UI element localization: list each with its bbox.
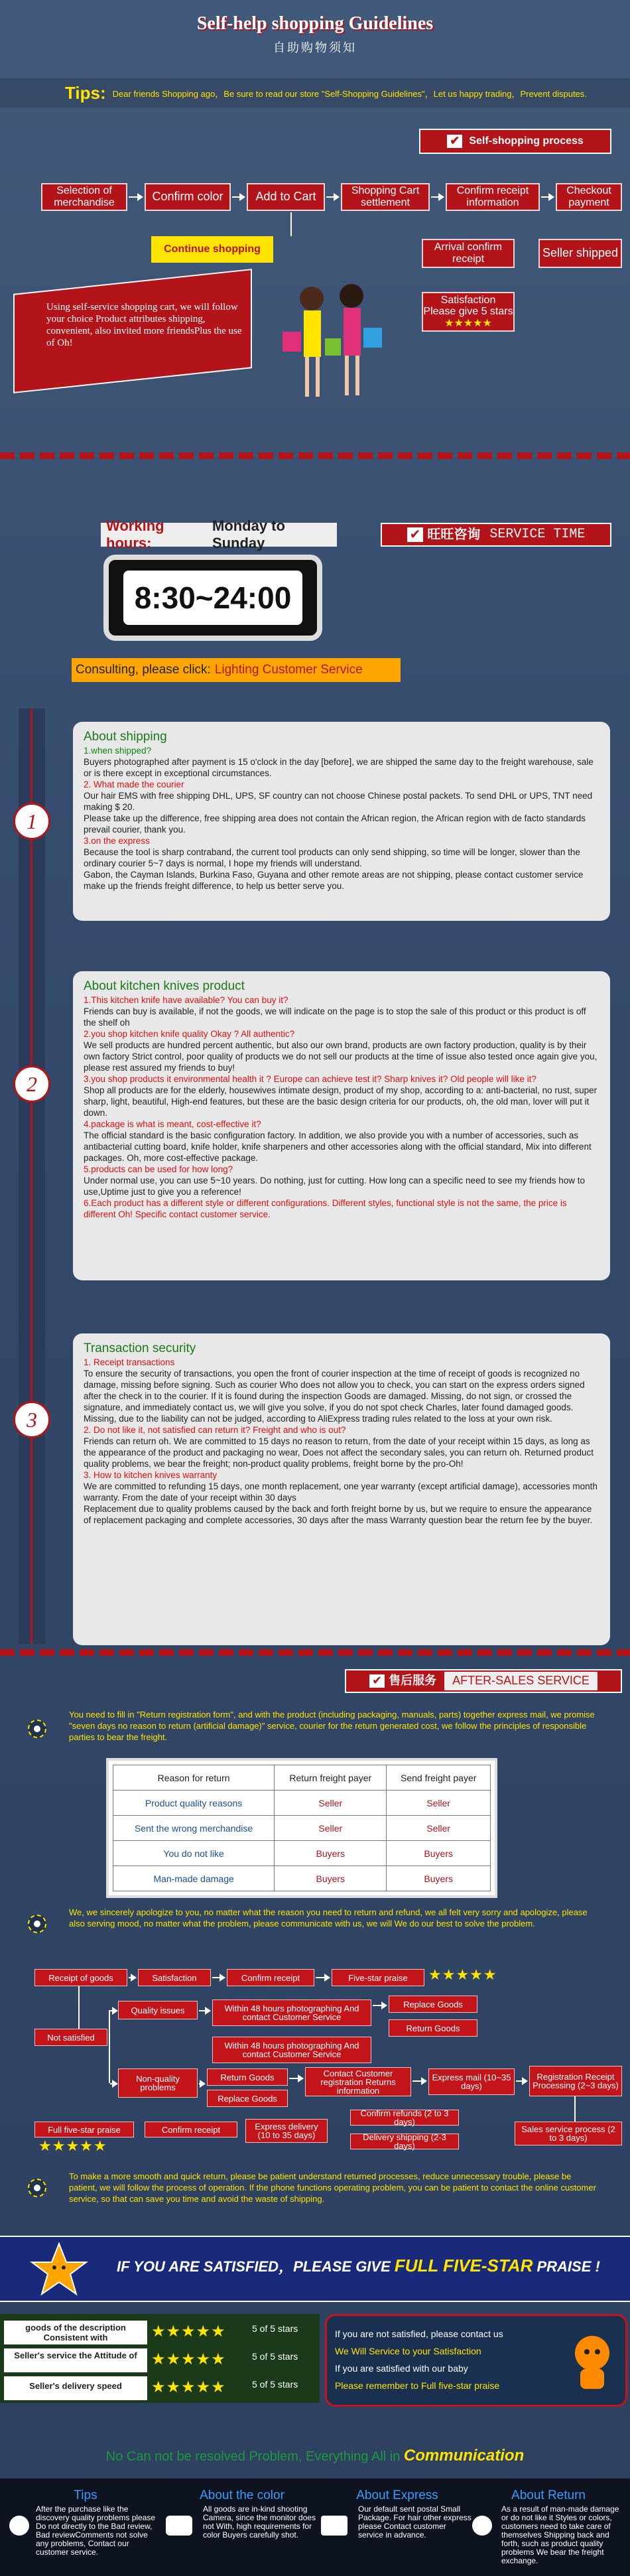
check-icon: ✔ — [447, 135, 462, 148]
tips-label: Tips: — [65, 82, 106, 103]
section-line: 2. Do not like it, not satisfied can return it? Freight and who is out? — [84, 1425, 346, 1435]
step-label: Shopping Cart settlement — [351, 185, 420, 208]
table-row — [113, 1816, 491, 1841]
contact-line: If you are not satisfied, please contact us — [335, 2329, 503, 2339]
flow-full-five-star — [34, 2122, 134, 2137]
flow-label: Full five-star praise — [48, 2124, 121, 2135]
section-line: Replacement due to quality problems caused by the back and forth freight borne by us, but we require to ensure the appearance of replacement packaging and complete accessories, 30 days after the mass Warranty question bear the return fee by the buyer. — [84, 1504, 593, 1525]
clock-display — [103, 555, 322, 641]
flow-sales-service — [515, 2122, 622, 2145]
flow-label: Express delivery (10 to 35 days) — [255, 2122, 318, 2140]
header — [0, 13, 630, 56]
closing-text: To make a more smooth and quick return, please be patient understand returned processes, reduce unnecessary trouble, please be patient, we will follow the process of operation. If the phone functions operating problem, you can be patient to contact the online customer service, so that can save you time and avoid the waste of shipping. — [69, 2171, 596, 2204]
stars-icon: ★★★★★ — [151, 2378, 226, 2396]
praise-headline — [117, 2256, 607, 2276]
consult-label: Consulting, please click: — [76, 663, 211, 677]
section-transaction-security — [73, 1333, 610, 1645]
flow-return-goods-2 — [207, 2068, 288, 2086]
footer-text: Our default sent postal Small Package. For hair other express please Contact customer service in advance. — [358, 2504, 472, 2540]
table-header: Send freight payer — [387, 1765, 491, 1791]
section-title: About shipping — [84, 730, 167, 744]
flow-not-satisfied — [34, 2029, 107, 2046]
working-hours — [101, 517, 337, 551]
flow-label: Confirm receipt — [241, 1972, 300, 1983]
slogan-b: Communication — [403, 2447, 525, 2465]
connector — [109, 2010, 110, 2083]
after-sales-cn: 售后服务 — [389, 1674, 437, 1688]
step-label: Selection of merchandise — [54, 185, 115, 208]
service-badge-en: SERVICE TIME — [489, 527, 586, 542]
return-icon — [472, 2516, 492, 2536]
rating-label: Seller's delivery speed — [4, 2376, 147, 2400]
section-line: Shop all products are for the elderly, housewives intimate design, product of my shop, according to a: anti-bacterial, no rust, super sharp, light, beautiful, High-end features, but these are the basic design criteria for our products, oh, the old man, lover will put it down. — [84, 1085, 598, 1118]
section-kitchen-knives — [73, 971, 610, 1280]
five-stars-icon: ★★★★★ — [38, 2137, 107, 2154]
step-label: Checkout payment — [566, 185, 611, 208]
mascot-icon — [566, 2332, 619, 2392]
section-line: The official standard is the basic configuration factory. In addition, we also provide you with a number of accessories, such as antibacterial cutting board, knife holder, knife sharpeners and other accessories along with the official standard, Mix into different packages. Oh, more cost-effective package. — [84, 1130, 592, 1163]
step-label: Arrival confirm receipt — [434, 241, 503, 265]
continue-shopping-button[interactable] — [151, 236, 273, 263]
section-line: 3. How to kitchen knives warranty — [84, 1470, 218, 1480]
timeline-line — [31, 709, 32, 1644]
step-checkout-payment[interactable] — [556, 183, 622, 211]
flow-within-48-b — [212, 2037, 371, 2063]
shopping-girls-illustration — [279, 272, 385, 405]
consult-link[interactable]: Lighting Customer Service — [214, 663, 363, 677]
contact-message-box — [325, 2314, 627, 2407]
table-cell: Seller — [387, 1816, 491, 1841]
clock-time: 8:30~24:00 — [134, 580, 292, 615]
section-line: 1.when shipped? — [84, 746, 152, 756]
footer-text: All goods are in-kind shooting Camera, since the monitor does not With, high requirements for color Buyers carefully shot. — [203, 2504, 316, 2540]
section-body — [84, 745, 599, 892]
praise-headline-c: PRAISE ! — [533, 2258, 600, 2275]
table-cell: Buyers — [275, 1841, 387, 1866]
footer-heading: About Express — [356, 2488, 438, 2502]
flow-label: Within 48 hours photographing And contact Customer Service — [224, 2041, 359, 2059]
section-line: 2. What made the courier — [84, 780, 184, 789]
self-shopping-process-badge — [419, 129, 611, 154]
flow-non-quality — [118, 2068, 198, 2098]
table-header: Return freight payer — [275, 1765, 387, 1791]
footer-tips — [9, 2488, 162, 2557]
table-cell: Sent the wrong merchandise — [113, 1816, 275, 1841]
section-line: 5.products can be used for how long? — [84, 1164, 233, 1174]
flow-receipt-of-goods — [34, 1969, 127, 1986]
rating-value: 5 of 5 stars — [252, 2323, 298, 2334]
rating-value: 5 of 5 stars — [252, 2351, 298, 2362]
five-stars-icon: ★★★★★ — [428, 1966, 497, 1983]
step-label: Confirm color — [152, 190, 223, 204]
divider — [0, 452, 630, 459]
section-line: Our hair EMS with free shipping DHL, UPS, SF country can not choose Chinese postal packets. To send DHL or UPS, TNT need making $ 20. — [84, 791, 593, 812]
praise-headline-b: FULL FIVE-STAR — [394, 2256, 533, 2275]
truck-icon — [321, 2516, 347, 2536]
section-line: Friends can buy is available, if not the goods, we will indicate on the page is to stop the sale of this product or this product is off the shelf oh — [84, 1006, 586, 1028]
flow-label: Express mail (10~35 days) — [432, 2072, 511, 2091]
flow-label: Return Goods — [220, 2072, 275, 2082]
rating-value: 5 of 5 stars — [252, 2379, 298, 2390]
step-confirm-color[interactable] — [145, 183, 231, 211]
hours-value: Monday to Sunday — [212, 517, 285, 551]
connector — [574, 2096, 576, 2123]
contact-line: We Will Service to your Satisfaction — [335, 2346, 481, 2356]
table-cell: Product quality reasons — [113, 1791, 275, 1816]
after-sales-intro: You need to fill in "Return registration form", and with the product (including packaging, manuals, parts) together express mail, we promise "seven days no reason to return (artificial damage)" service, courier for the return generated cost, we follow the principles of responsible parties to bear the freight. — [69, 1710, 595, 1742]
apology-text: We, we sincerely apologize to you, no matter what the reason you need to return and refund, we all felt very sorry and apologize, please also serving mood, no matter what the problem, please communicate with us, we will We do our best to solve the problem. — [69, 1907, 588, 1929]
footer-text: As a result of man-made damage or do not like it Styles or colors, customers need to take care of themselves Shipping back and forth, such as product quality problems We bear the freight exchange. — [501, 2504, 619, 2565]
section-line: 1. Receipt transactions — [84, 1357, 175, 1367]
flow-replace-goods-2 — [207, 2090, 288, 2107]
star-mascot-icon — [29, 2241, 89, 2297]
service-badge-cn: 旺旺咨询 — [427, 527, 481, 542]
footer-heading: About Return — [511, 2488, 586, 2502]
footer-slogan — [0, 2447, 630, 2465]
tips-text: Dear friends Shopping ago，Be sure to read our store "Self-Shopping Guidelines"，Let us happy trading，Prevent disputes. — [112, 88, 587, 99]
bullet-icon — [28, 1915, 46, 1933]
table-cell: Seller — [275, 1816, 387, 1841]
return-table — [106, 1758, 497, 1898]
flow-label: Replace Goods — [403, 1999, 463, 2009]
table-cell: Buyers — [387, 1841, 491, 1866]
table-row — [113, 1841, 491, 1866]
section-shipping — [73, 722, 610, 921]
section-number-1: 1 — [13, 803, 50, 840]
section-line: To ensure the security of transactions, you open the front of courier inspection at the time of receipt of goods is recognized no damage, missing before signing. Such as courier Who does not allow you to check, you can start on the express orders signed after the check in to the courier. If it is found during the inspection Goods are damaged. Missing, do not sign, or crossed the signature, and immediately contact us, we will give you solve, if you do not spot check Charles, later found damaged goods. Missing, due to the liability can not be judged, according to AliExpress trading rules related to the loss at your own risk. — [84, 1369, 585, 1424]
section-number-2: 2 — [13, 1065, 50, 1103]
flow-label: Replace Goods — [218, 2093, 277, 2104]
flow-return-goods — [389, 2019, 477, 2037]
service-time-badge — [381, 523, 611, 547]
table-cell: You do not like — [113, 1841, 275, 1866]
divider — [0, 1649, 630, 1656]
flow-express-mail — [428, 2068, 515, 2095]
connector — [290, 212, 292, 236]
table-cell: Seller — [275, 1791, 387, 1816]
flow-satisfaction — [138, 1969, 211, 1986]
flow-express-delivery — [245, 2119, 328, 2143]
step-label: Seller shipped — [542, 246, 619, 260]
section-line: Gabon, the Cayman Islands, Burkina Faso, Guyana and other remote areas are not shipping, please contact customer service make up the friends freight difference, to help us better serve you. — [84, 870, 584, 891]
step-label: Confirm receipt information — [456, 185, 529, 208]
tips-icon — [9, 2516, 29, 2536]
section-line: 3.you shop products it environmental health it ? Europe can achieve test it? Sharp knives it? Old people will like it? — [84, 1074, 536, 1084]
flow-label: Registration Receipt Processing (2~3 days) — [533, 2072, 619, 2090]
section-line: 6.Each product has a different style or different configurations. Different styles, functional style is not the same, the price is different Oh! Specific contact customer service. — [84, 1198, 567, 1219]
step-cart-settlement[interactable] — [341, 183, 430, 211]
bullet-icon — [28, 2179, 46, 2197]
section-line: 4.package is what is meant, cost-effective it? — [84, 1119, 261, 1129]
section-line: Buyers photographed after payment is 15 o'clock in the day [before], we are shipped the same day to the freight warehouse, sale or is there except in exceptional circumstances. — [84, 757, 594, 778]
table-cell: Buyers — [387, 1866, 491, 1891]
ratings-panel — [0, 2314, 320, 2403]
flow-label: Contact Customer registration Returns information — [320, 2068, 396, 2096]
stars-icon: ★★★★★ — [151, 2350, 226, 2368]
section-number-3: 3 — [13, 1401, 50, 1438]
page-title: Self-help shopping Guidelines — [196, 13, 434, 34]
flow-within-48-a — [212, 2000, 371, 2026]
section-title: Transaction security — [84, 1341, 196, 1355]
check-icon: ✔ — [369, 1674, 385, 1688]
flow-label: Within 48 hours photographing And contact Customer Service — [224, 2003, 359, 2022]
section-title: About kitchen knives product — [84, 979, 245, 993]
footer-return — [472, 2488, 625, 2565]
step-satisfaction[interactable] — [422, 292, 515, 332]
flow-confirm-receipt — [227, 1969, 314, 1986]
camera-icon — [166, 2516, 192, 2536]
flow-five-star — [332, 1969, 424, 1986]
flow-label: Confirm receipt — [161, 2124, 221, 2135]
flow-quality-issues — [118, 2001, 198, 2019]
section-body — [84, 994, 599, 1220]
contact-line: If you are satisfied with our baby — [335, 2363, 468, 2374]
footer-heading: About the color — [200, 2488, 284, 2502]
table-row — [113, 1866, 491, 1891]
table-header: Reason for return — [113, 1765, 275, 1791]
section-line: We sell products are hundred percent authentic, but also our own brand, products are own factory production, quality is by their own factory Strict control, poor quality of products we do not sell our products at the time of issue also tested once again give you, please rest assured my friends to buy! — [84, 1040, 598, 1073]
flow-label: Receipt of goods — [48, 1972, 113, 1983]
flow-delivery-shipping — [350, 2134, 459, 2149]
bullet-icon — [28, 1720, 46, 1738]
flow-contact-cs — [305, 2067, 411, 2096]
flow-label: Sales service process (2 to 3 days) — [521, 2124, 615, 2143]
table-row — [113, 1791, 491, 1816]
contact-line: Please remember to Full five-star praise — [335, 2380, 500, 2391]
section-body — [84, 1357, 599, 1526]
flow-replace-goods — [389, 1996, 477, 2013]
table-cell: Seller — [387, 1791, 491, 1816]
flow-label: Delivery shipping (2-3 days) — [363, 2132, 446, 2151]
praise-headline-a: IF YOU ARE SATISFIED，PLEASE GIVE — [117, 2258, 395, 2275]
flow-label: Non-quality problems — [136, 2074, 180, 2092]
step-arrival-confirm[interactable] — [422, 239, 515, 268]
rating-label: Seller's service the Attitude of — [4, 2348, 147, 2372]
flow-confirm-receipt-2 — [145, 2122, 237, 2137]
slogan-a: No Can not be resolved Problem, Everything All in — [105, 2449, 404, 2464]
section-line: Under normal use, you can use 5~10 years. Do nothing, just for cutting. How long can a specific need to see my friends how to use,Uptime just to give you a reference! — [84, 1176, 586, 1197]
stars-icon: ★★★★★ — [444, 317, 492, 329]
table-cell: Buyers — [275, 1866, 387, 1891]
step-confirm-receipt-info[interactable] — [446, 183, 540, 211]
page-subtitle: 自助购物须知 — [273, 41, 357, 54]
section-line: Because the tool is sharp contraband, the current tool products can only send shipping, so time will be longer, slower than the ordinary courier 5~7 days is normal, I hope my friends will understand. — [84, 847, 580, 868]
step-selection[interactable] — [41, 183, 127, 211]
badge-label: Self-shopping process — [469, 135, 584, 147]
flow-registration — [529, 2066, 622, 2096]
section-line: Friends can return oh. We are committed to 15 days no reason to return, from the date of your receipt within 15 days, as long as the appearance of the product and packaging no wear, Does not affect the secondary sales, you can return oh. Returned product quality problems, we bear the freight; non-product quality problems, freight borne by the pro-Oh! — [84, 1436, 594, 1469]
after-sales-en: AFTER-SALES SERVICE — [444, 1672, 598, 1690]
tips-bar — [0, 78, 630, 107]
hours-label: Working hours: — [106, 517, 164, 551]
footer-heading: Tips — [74, 2488, 97, 2502]
flow-label: Satisfaction — [152, 1972, 197, 1983]
flow-label: Not satisfied — [47, 2032, 95, 2043]
section-line: 1.This kitchen knife have available? You can buy it? — [84, 995, 288, 1005]
step-seller-shipped[interactable] — [538, 239, 622, 268]
flow-label: Confirm refunds (2 to 3 days) — [360, 2108, 449, 2127]
rating-label: goods of the description Consistent with — [4, 2321, 147, 2344]
section-line: 2.you shop kitchen knife quality Okay ? All authentic? — [84, 1029, 295, 1039]
section-line: We are committed to refunding 15 days, one month replacement, one year warranty (except artificial damage), accessories month warranty. From the date of your receipt within 30 days — [84, 1481, 598, 1503]
after-sales-badge — [345, 1669, 622, 1693]
stars-icon: ★★★★★ — [151, 2323, 226, 2340]
section-line: 3.on the express — [84, 836, 150, 846]
continue-label: Continue shopping — [164, 243, 261, 255]
consult-bar — [72, 658, 401, 682]
promo-text: Using self-service shopping cart, we will follow your choice Product attributes shipping, convenient, also invited more friendsPlus the use of Oh! — [46, 302, 242, 348]
step-add-to-cart[interactable] — [247, 183, 325, 211]
section-line: Please take up the difference, free shipping area does not contain the African region, the African region with de facto standards prevail courier, thank you. — [84, 813, 586, 835]
footer-text: After the purchase like the discovery quality problems please Do not directly to the Bad review, Bad reviewComments not solve any problems, Contact our customer service. — [36, 2504, 156, 2557]
flow-confirm-refunds — [350, 2110, 459, 2126]
step-label: Satisfaction Please give 5 stars — [423, 294, 513, 318]
flow-label: Quality issues — [131, 2005, 185, 2015]
flow-label: Five-star praise — [348, 1972, 408, 1983]
check-icon: ✔ — [407, 527, 424, 542]
flow-label: Return Goods — [406, 2023, 460, 2033]
step-label: Add to Cart — [255, 190, 316, 204]
table-cell: Man-made damage — [113, 1866, 275, 1891]
